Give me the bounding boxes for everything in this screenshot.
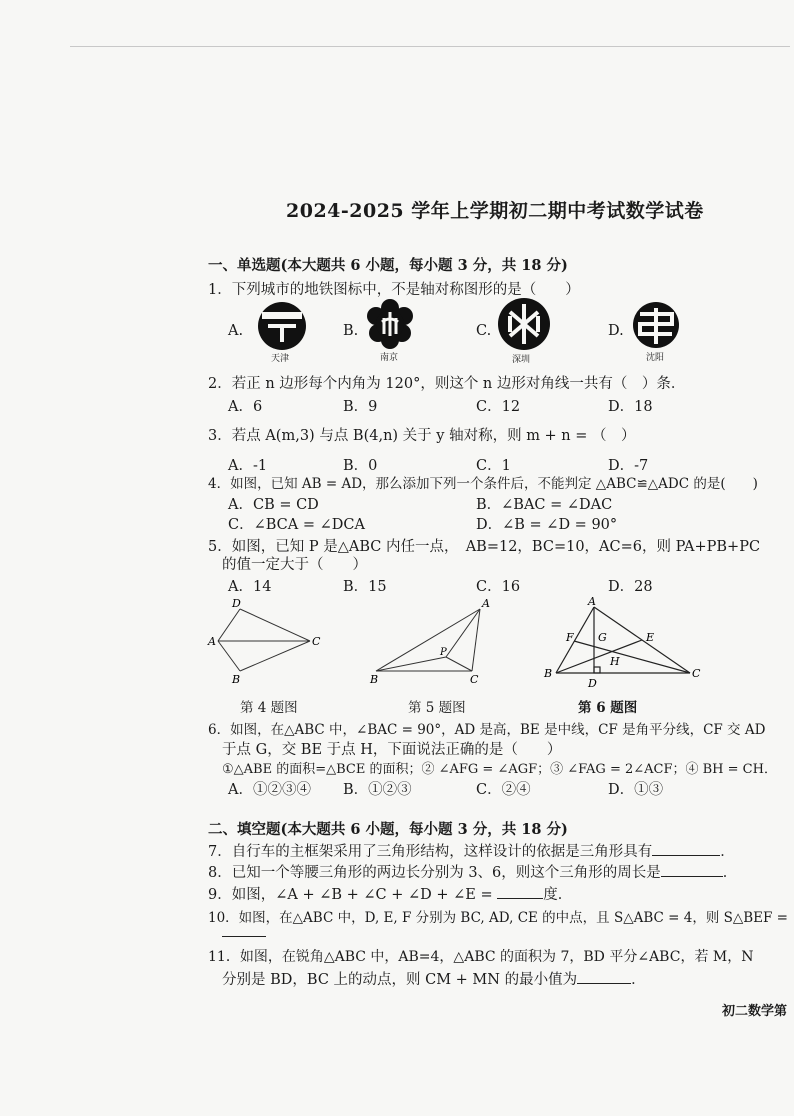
shenzhen-metro-logo-icon: [496, 296, 552, 352]
q4-option-c: C．∠BCA = ∠DCA: [228, 517, 365, 533]
city-label-shenyang: 沈阳: [646, 353, 665, 363]
q3-option-b: B．0: [343, 458, 378, 474]
q4-option-a: A．CB = CD: [228, 497, 319, 513]
exam-title: 2024-2025 学年上学期初二期中考试数学试卷: [286, 200, 704, 222]
q5-option-d: D．28: [608, 579, 653, 595]
fig6-label-a: A: [588, 595, 596, 608]
q10-text: 10．如图，在△ABC 中，D, E, F 分别为 BC, AD, CE 的中点，且 S△ABC = 4，则 S△BEF =: [208, 910, 788, 926]
q11-line2: [222, 968, 646, 989]
q5-option-b: B．15: [343, 579, 387, 595]
city-label-tianjin: 天津: [271, 354, 290, 364]
caption-figure-5: 第 5 题图: [408, 700, 466, 716]
q11-text-line2: 分别是 BD，BC 上的动点，则 CM + MN 的最小值为: [222, 972, 578, 988]
q2-option-b: B．9: [343, 399, 378, 415]
q5-option-a: A．14: [228, 579, 272, 595]
caption-figure-4: 第 4 题图: [240, 700, 298, 716]
q4-option-b: B．∠BAC = ∠DAC: [476, 497, 613, 513]
q6-option-c: C．②④: [476, 782, 531, 798]
q9-text: 9．如图，∠A + ∠B + ∠C + ∠D + ∠E =: [208, 887, 493, 903]
q6-option-b: B．①②③: [343, 782, 412, 798]
fig6-label-c: C: [692, 667, 701, 680]
top-border-line: [70, 46, 790, 47]
q9-unit: 度．: [543, 887, 573, 903]
shenyang-metro-logo-icon: [630, 300, 682, 350]
q5-text-line1: 5．如图，已知 P 是△ABC 内任一点， AB=12，BC=10，AC=6，则 PA+PB+PC: [208, 539, 761, 555]
section2-header: 二、填空题(本大题共 6 小题，每小题 3 分，共 18 分): [208, 821, 568, 838]
q8-text: 8．已知一个等腰三角形的两边长分别为 3、6，则这个三角形的周长是: [208, 865, 661, 881]
fig6-label-b: B: [544, 667, 553, 680]
q3-option-a: A．-1: [228, 458, 268, 474]
q5-option-c: C．16: [476, 579, 521, 595]
figure-4-diagram: [218, 609, 310, 671]
nanjing-metro-logo-icon: [364, 298, 416, 350]
tianjin-metro-logo-icon: [254, 300, 310, 352]
q1-text: 1．下列城市的地铁图标中，不是轴对称图形的是（ ）: [208, 282, 580, 298]
q2-option-c: C．12: [476, 399, 521, 415]
q9-line: [208, 883, 572, 904]
city-label-shenzhen: 深圳: [512, 355, 531, 365]
q1-option-a: A.: [228, 323, 244, 339]
q11-text-line1: 11．如图，在锐角△ABC 中，AB=4，△ABC 的面积为 7，BD 平分∠ABC，若 M，N: [208, 949, 754, 965]
q1-option-b: B.: [343, 323, 359, 339]
q8-line: [208, 861, 737, 882]
caption-figure-6: 第 6 题图: [578, 700, 638, 716]
fig6-label-e: E: [646, 631, 655, 644]
q3-text: 3．若点 A(m,3) 与点 B(4,n) 关于 y 轴对称，则 m + n = （ ）: [208, 428, 636, 444]
q3-option-c: C．1: [476, 458, 511, 474]
page-footer: 初二数学第: [722, 1004, 788, 1019]
fig6-label-g: G: [598, 631, 607, 644]
q8-period: ．: [722, 865, 738, 881]
q7-line: [208, 840, 735, 861]
q4-text: 4．如图，已知 AB = AD，那么添加下列一个条件后，不能判定 △ABC≌△ADC 的是( ): [208, 476, 758, 492]
q11-period: ．: [631, 972, 646, 988]
figures-row: [200, 595, 780, 695]
fig4-label-d: D: [232, 597, 241, 610]
q9-answer-blank[interactable]: [497, 884, 543, 899]
q7-text: 7．自行车的主框架采用了三角形结构，这样设计的依据是三角形具有: [208, 844, 653, 860]
city-label-nanjing: 南京: [380, 353, 399, 363]
q6-text-line3: ①△ABE 的面积=△BCE 的面积；② ∠AFG = ∠AGF；③ ∠FAG = 2∠ACF；④ BH = CH．: [222, 762, 777, 777]
section1-header: 一、单选题(本大题共 6 小题，每小题 3 分，共 18 分): [208, 257, 568, 274]
q1-option-d: D.: [608, 323, 624, 339]
q11-answer-blank[interactable]: [577, 969, 631, 984]
fig6-label-f: F: [566, 631, 574, 644]
q10-answer-blank[interactable]: [222, 922, 266, 937]
fig6-label-d: D: [588, 677, 597, 690]
figure-6-diagram: [556, 607, 690, 673]
fig5-label-c: C: [470, 673, 479, 686]
q7-answer-blank[interactable]: [652, 841, 720, 856]
q6-text-line2: 于点 G，交 BE 于点 H，下面说法正确的是（ ）: [222, 742, 562, 758]
q1-option-c: C.: [476, 323, 492, 339]
q2-option-a: A．6: [228, 399, 263, 415]
fig4-label-c: C: [312, 635, 321, 648]
fig4-label-a: A: [208, 635, 216, 648]
q4-option-d: D．∠B = ∠D = 90°: [476, 517, 618, 533]
fig5-label-b: B: [370, 673, 379, 686]
q8-answer-blank[interactable]: [661, 862, 723, 877]
q6-option-d: D．①③: [608, 782, 664, 798]
q2-option-d: D．18: [608, 399, 653, 415]
q3-option-d: D．-7: [608, 458, 649, 474]
figure-5-diagram: [376, 609, 480, 671]
fig5-label-p: P: [440, 647, 447, 658]
q7-period: ．: [720, 844, 735, 860]
q6-text-line1: 6．如图，在△ABC 中，∠BAC = 90°，AD 是高，BE 是中线，CF 是角平分线，CF 交 AD: [208, 722, 766, 738]
q2-text: 2．若正 n 边形每个内角为 120°，则这个 n 边形对角线一共有（ ）条．: [208, 376, 686, 392]
fig4-label-b: B: [232, 673, 241, 686]
fig6-label-h: H: [610, 655, 620, 668]
q6-option-a: A．①②③④: [228, 782, 311, 798]
q5-text-line2: 的值一定大于（ ）: [222, 557, 367, 573]
fig5-label-a: A: [482, 597, 490, 610]
